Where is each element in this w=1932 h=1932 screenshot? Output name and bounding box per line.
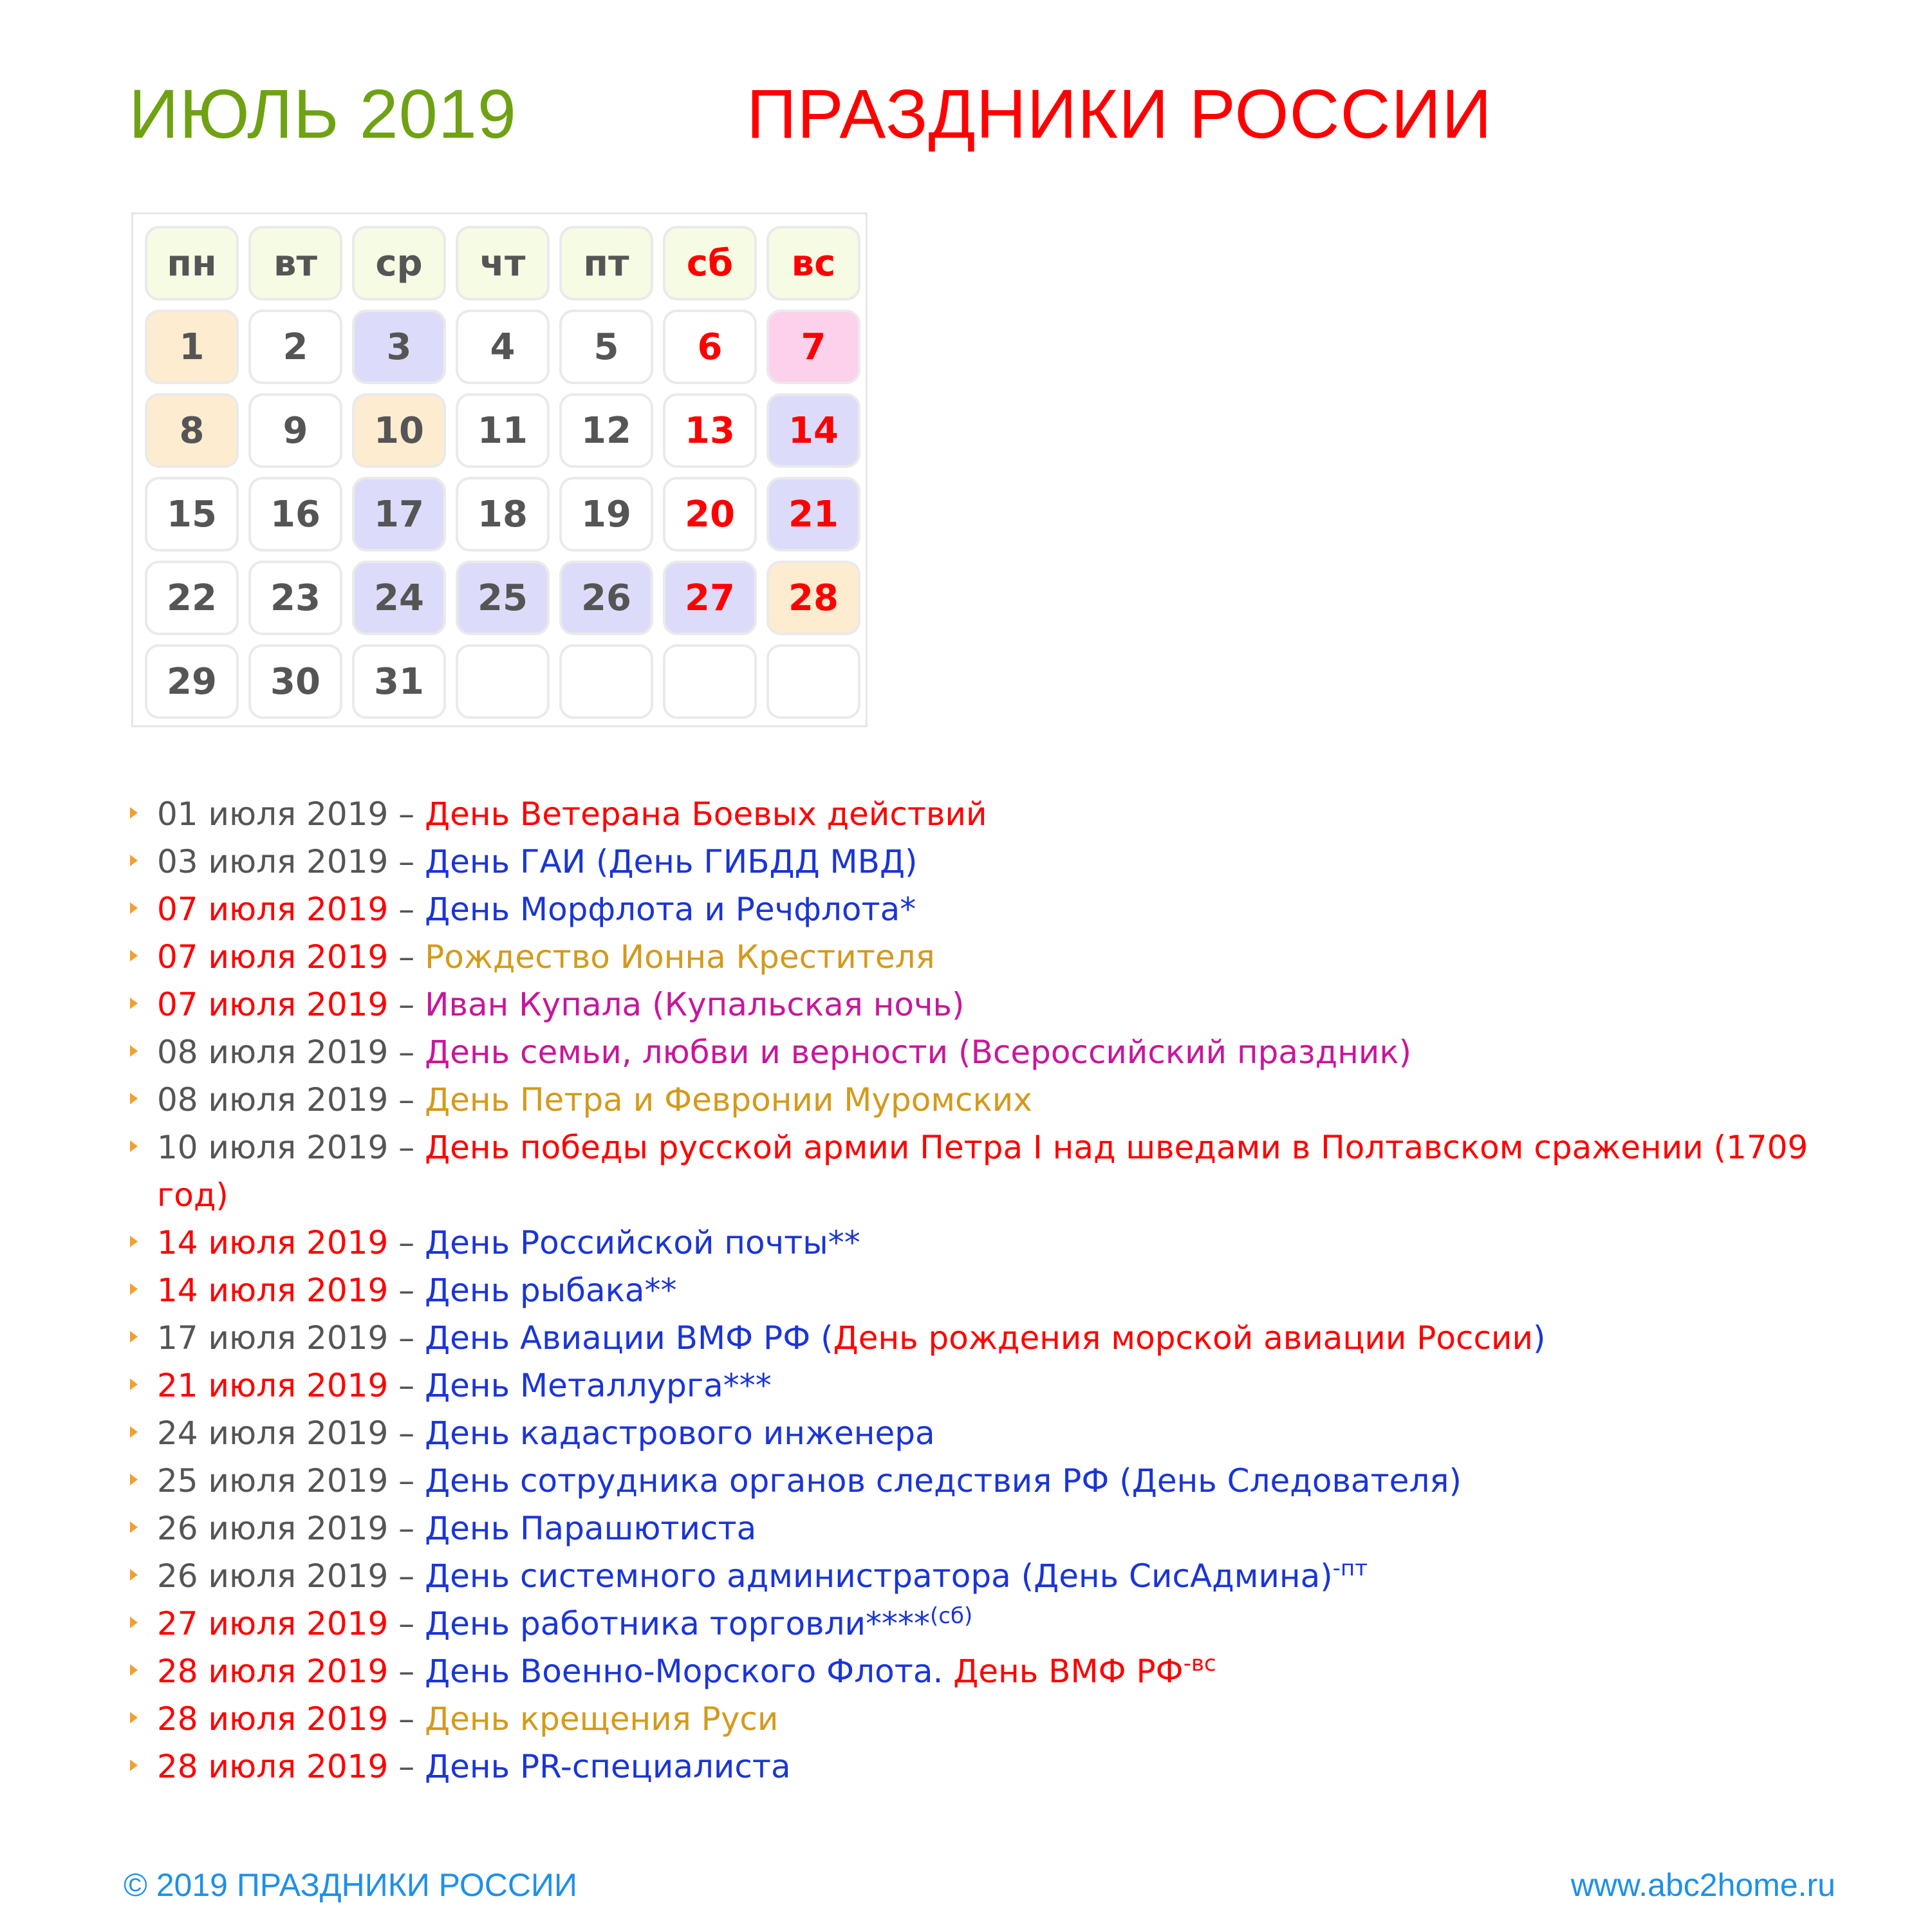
holiday-date: 01 июля 2019 [157, 795, 389, 833]
bullet-arrow-icon [130, 807, 138, 819]
bullet-arrow-icon [130, 950, 138, 961]
holiday-list-item [129, 790, 1866, 838]
holiday-name: ) [1533, 1319, 1546, 1357]
holiday-list-item [129, 1409, 1866, 1457]
holiday-name: День рождения морской авиации России [833, 1319, 1533, 1357]
date-separator: – [388, 1034, 425, 1071]
day-cell: 3 [352, 310, 446, 384]
holiday-day-note: -вс [1183, 1651, 1216, 1677]
holiday-list-item [129, 1457, 1866, 1505]
weekday-sat: сб [663, 226, 757, 301]
date-separator: – [388, 938, 425, 976]
holiday-list-item [129, 1648, 1866, 1695]
day-cell: 6 [663, 310, 757, 384]
day-cell: 11 [456, 393, 550, 468]
bullet-arrow-icon [130, 1760, 138, 1771]
holiday-date: 28 июля 2019 [157, 1653, 389, 1690]
day-cell: 23 [248, 561, 342, 635]
holiday-date: 08 июля 2019 [157, 1081, 389, 1119]
holiday-date: 26 июля 2019 [157, 1510, 389, 1547]
date-separator: – [388, 1653, 425, 1690]
day-cell: 5 [559, 310, 653, 384]
holiday-list [129, 790, 1866, 1790]
bullet-arrow-icon [130, 1521, 138, 1533]
weekday-sun: вс [766, 226, 860, 301]
date-separator: – [388, 1224, 425, 1261]
bullet-arrow-icon [130, 998, 138, 1009]
bullet-arrow-icon [130, 1379, 138, 1390]
holiday-date: 14 июля 2019 [157, 1272, 389, 1309]
date-separator: – [388, 795, 425, 833]
day-cell: 9 [248, 393, 342, 468]
date-separator: – [388, 891, 425, 928]
date-separator: – [388, 1272, 425, 1309]
date-separator: – [388, 1748, 425, 1785]
empty-day-cell [559, 644, 653, 719]
month-calendar [131, 212, 868, 727]
holiday-day-note: (сб) [930, 1603, 973, 1629]
day-cell: 15 [145, 477, 239, 552]
day-cell: 19 [559, 477, 653, 552]
day-cell: 27 [663, 561, 757, 635]
day-cell: 22 [145, 561, 239, 635]
date-separator: – [388, 1510, 425, 1547]
date-separator: – [388, 1462, 425, 1500]
bullet-arrow-icon [130, 1569, 138, 1581]
holiday-name: Рождество Ионна Крестителя [425, 938, 935, 976]
holiday-name: День работника торговли**** [425, 1605, 931, 1642]
holiday-name: Иван Купала (Купальская ночь) [425, 986, 965, 1023]
holiday-name: День крещения Руси [425, 1700, 779, 1738]
holiday-date: 03 июля 2019 [157, 843, 389, 880]
holiday-date: 27 июля 2019 [157, 1605, 389, 1642]
holiday-list-item [129, 981, 1866, 1028]
holiday-name: День Морфлота и Речфлота* [425, 891, 916, 928]
bullet-arrow-icon [130, 1331, 138, 1342]
holiday-list-item [129, 1314, 1866, 1362]
bullet-arrow-icon [130, 1426, 138, 1438]
holiday-name: День семьи, любви и верности (Всероссийский праздник) [425, 1034, 1412, 1071]
holiday-date: 26 июля 2019 [157, 1557, 389, 1595]
day-cell: 30 [248, 644, 342, 719]
date-separator: – [388, 1415, 425, 1452]
holiday-list-item [129, 933, 1866, 981]
bullet-arrow-icon [130, 902, 138, 914]
holiday-name: День Авиации ВМФ РФ ( [425, 1319, 833, 1357]
holiday-list-item [129, 1267, 1866, 1314]
holiday-name: День Ветерана Боевых действий [425, 795, 987, 833]
holiday-date: 17 июля 2019 [157, 1319, 389, 1357]
holiday-list-item [129, 1219, 1866, 1267]
holiday-list-item [129, 838, 1866, 886]
holiday-name: День Военно-Морского Флота. [425, 1653, 954, 1690]
holiday-list-item [129, 1695, 1866, 1743]
day-cell: 7 [766, 310, 860, 384]
day-cell: 20 [663, 477, 757, 552]
date-separator: – [388, 1557, 425, 1595]
bullet-arrow-icon [130, 1712, 138, 1723]
holiday-list-item [129, 1362, 1866, 1409]
bullet-arrow-icon [130, 855, 138, 866]
holiday-list-item [129, 1505, 1866, 1552]
holiday-name: День кадастрового инженера [425, 1415, 935, 1452]
day-cell: 28 [766, 561, 860, 635]
empty-day-cell [663, 644, 757, 719]
day-cell: 21 [766, 477, 860, 552]
weekday-mon: пн [145, 226, 239, 301]
date-separator: – [388, 986, 425, 1023]
holiday-name: День сотрудника органов следствия РФ (День Следователя) [425, 1462, 1462, 1500]
day-cell: 29 [145, 644, 239, 719]
bullet-arrow-icon [130, 1283, 138, 1295]
holiday-list-item [129, 1028, 1866, 1076]
day-cell: 18 [456, 477, 550, 552]
day-cell: 4 [456, 310, 550, 384]
holiday-name: День Петра и Февронии Муромских [425, 1081, 1032, 1119]
day-cell: 13 [663, 393, 757, 468]
holiday-date: 28 июля 2019 [157, 1700, 389, 1738]
day-cell: 8 [145, 393, 239, 468]
day-cell: 17 [352, 477, 446, 552]
date-separator: – [388, 1129, 425, 1166]
holiday-date: 10 июля 2019 [157, 1129, 389, 1166]
holiday-name: День Металлурга*** [425, 1367, 772, 1404]
holidays-title: ПРАЗДНИКИ РОССИИ [747, 75, 1492, 153]
holiday-date: 25 июля 2019 [157, 1462, 389, 1500]
date-separator: – [388, 1319, 425, 1357]
day-cell: 24 [352, 561, 446, 635]
date-separator: – [388, 1700, 425, 1738]
holiday-name: День рыбака** [425, 1272, 677, 1309]
bullet-arrow-icon [130, 1664, 138, 1676]
holiday-list-item [129, 1600, 1866, 1648]
empty-day-cell [456, 644, 550, 719]
holiday-list-item [129, 1743, 1866, 1790]
date-separator: – [388, 1367, 425, 1404]
holiday-date: 07 июля 2019 [157, 986, 389, 1023]
holiday-list-item [129, 1076, 1866, 1124]
holiday-name: День системного администратора (День СисАдмина) [425, 1557, 1333, 1595]
day-cell: 16 [248, 477, 342, 552]
day-cell: 2 [248, 310, 342, 384]
bullet-arrow-icon [130, 1474, 138, 1485]
day-cell: 10 [352, 393, 446, 468]
weekday-tue: вт [248, 226, 342, 301]
holiday-name: День победы русской армии Петра I над шведами в Полтавском сражении (1709 год) [157, 1129, 1808, 1214]
bullet-arrow-icon [130, 1617, 138, 1628]
month-title: ИЮЛЬ 2019 [129, 75, 517, 153]
holiday-name: День ВМФ РФ [953, 1653, 1184, 1690]
holiday-date: 07 июля 2019 [157, 891, 389, 928]
holiday-list-item [129, 1552, 1866, 1600]
day-cell: 26 [559, 561, 653, 635]
holiday-list-item [129, 886, 1866, 933]
day-cell: 12 [559, 393, 653, 468]
date-separator: – [388, 843, 425, 880]
weekday-wed: ср [352, 226, 446, 301]
bullet-arrow-icon [130, 1045, 138, 1057]
day-cell: 25 [456, 561, 550, 635]
holiday-date: 28 июля 2019 [157, 1748, 389, 1785]
footer-website-link[interactable]: www.abc2home.ru [1570, 1867, 1835, 1903]
date-separator: – [388, 1081, 425, 1119]
holiday-day-note: -пт [1332, 1556, 1368, 1581]
bullet-arrow-icon [130, 1140, 138, 1152]
holiday-date: 14 июля 2019 [157, 1224, 389, 1261]
holiday-date: 08 июля 2019 [157, 1034, 389, 1071]
day-cell: 31 [352, 644, 446, 719]
day-cell: 14 [766, 393, 860, 468]
holiday-name: День Парашютиста [425, 1510, 757, 1547]
bullet-arrow-icon [130, 1236, 138, 1247]
holiday-name: День PR-специалиста [425, 1748, 791, 1785]
holiday-name: День ГАИ (День ГИБДД МВД) [425, 843, 918, 880]
holiday-date: 07 июля 2019 [157, 938, 389, 976]
weekday-thu: чт [456, 226, 550, 301]
day-cell: 1 [145, 310, 239, 384]
footer-copyright: © 2019 ПРАЗДНИКИ РОССИИ [124, 1867, 577, 1903]
date-separator: – [388, 1605, 425, 1642]
holiday-list-item [129, 1124, 1866, 1219]
empty-day-cell [766, 644, 860, 719]
holiday-date: 24 июля 2019 [157, 1415, 389, 1452]
holiday-name: День Российской почты** [425, 1224, 860, 1261]
weekday-fri: пт [559, 226, 653, 301]
holiday-date: 21 июля 2019 [157, 1367, 389, 1404]
bullet-arrow-icon [130, 1093, 138, 1104]
